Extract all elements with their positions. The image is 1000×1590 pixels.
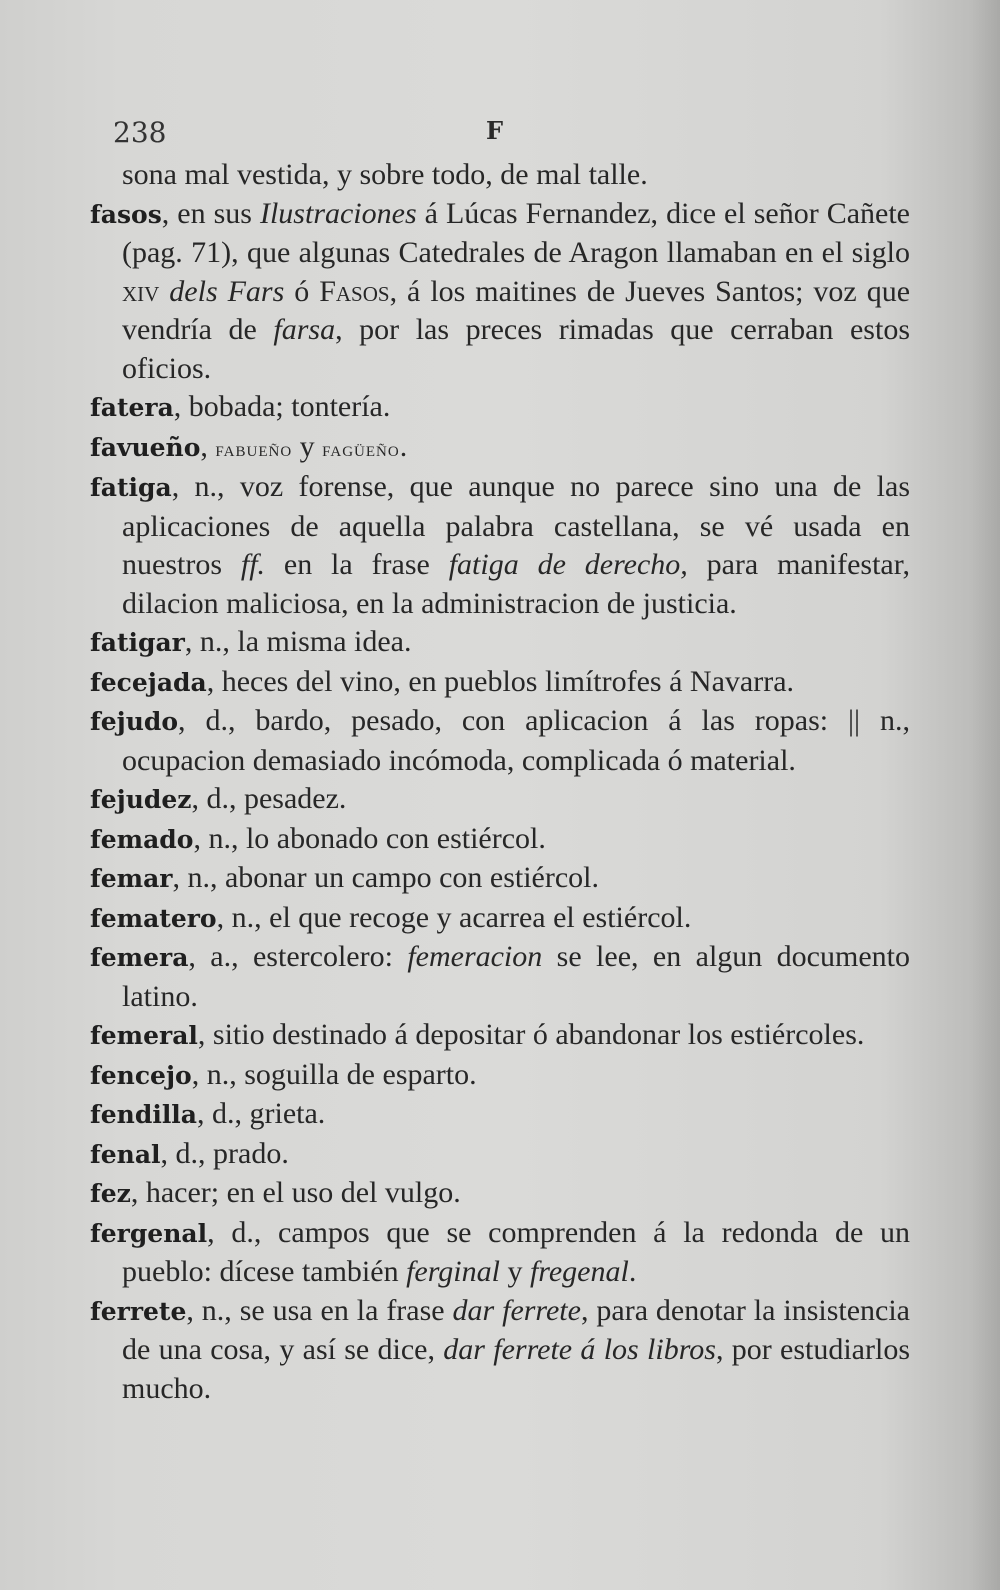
dictionary-text [90,156,910,1408]
entry-femeral [90,1016,910,1056]
entry-fejudo [90,702,910,780]
headword: fez [90,1179,131,1208]
roman-numeral: xiv [122,274,160,308]
entry-fejudez [90,780,910,820]
headword: femera [90,943,189,972]
definition-text: y [499,1255,530,1288]
definition-text: se lee, en algun documento latino. [122,940,910,1013]
definition-text: , sitio destinado á depositar ó abandonar los estiércoles. [197,1018,865,1051]
entry-fergenal [90,1214,910,1292]
definition-text: á Lúcas Fernandez, dice el señor Cañete (pag. 71), que algunas Catedrales de Aragon llamaban en el siglo [122,196,910,269]
entry-fez [90,1174,910,1214]
definition-text: , bobada; tontería. [173,390,391,423]
definition-text: , hacer; en el uso del vulgo. [130,1176,461,1209]
headword: fejudez [90,785,192,814]
definition-text: , [200,429,216,463]
definition-text: , á los maitines de Jueves Santos; voz que vendría de [122,274,911,346]
definition-text: , por las preces rimadas que cerraban estos oficios. [122,313,910,385]
italic-term: ferginal [406,1255,500,1288]
entry-fatigar [90,623,910,663]
headword: femar [90,864,173,893]
entry-ferrete [90,1292,910,1409]
headword: fejudo [90,707,179,736]
entry-fendilla [90,1095,910,1135]
definition-text: , n., soguilla de esparto. [191,1057,477,1091]
italic-phrase: dar ferrete á los libros [443,1333,716,1366]
italic-abbreviation: ff. [240,548,266,581]
definition-text: , para denotar la insistencia de una cosa, y así se dice, [122,1293,910,1366]
cross-reference: fabueño [215,435,293,461]
italic-title: Ilustraciones [259,196,417,230]
headword: fendilla [90,1100,198,1129]
definition-text: , n., se usa en la frase [186,1293,453,1327]
section-letter: F [486,116,504,145]
headword: fatigar [90,628,185,657]
definition-text: en la frase [265,548,449,581]
italic-phrase: dar ferrete [452,1293,581,1327]
italic-phrase: fatiga de derecho, [448,548,688,581]
definition-text: , por estudiarlos mucho. [122,1333,910,1405]
definition-text: , d., grieta. [197,1097,326,1130]
definition-text: . [628,1255,637,1288]
definition-text [159,275,169,308]
definition-text: , n., abonar un campo con estiércol. [172,861,600,894]
headword: femeral [90,1021,198,1050]
entry-femera [90,938,910,1016]
entry-fatiga [90,468,910,623]
page-number: 238 [113,116,167,149]
headword: fematero [90,903,217,933]
headword: fatiga [90,473,172,502]
italic-term: femeracion [407,940,543,973]
headword: fencejo [90,1060,192,1090]
italic-term: fregenal [529,1255,629,1288]
headword: fasos [90,199,162,229]
headword: fergenal [90,1218,208,1248]
headword: fatera [90,393,174,422]
entry-fasos [90,195,910,389]
definition-text: , en sus [161,196,260,230]
headword: favueño [90,432,201,462]
definition-text: , heces del vino, en pueblos limítrofes á Navarra. [206,664,795,698]
definition-text: , d., campos que se comprenden á la redonda de un pueblo: dícese también [122,1215,910,1288]
definition-text: , n., lo abonado con estiércol. [193,821,546,855]
definition-text: ó [284,274,320,308]
running-head [0,116,1000,156]
entry-fenal [90,1135,910,1175]
headword: fecejada [90,667,207,697]
entry-femar [90,859,910,899]
definition-text: , d., pesadez. [191,782,347,815]
headword: fenal [90,1139,161,1169]
definition-text: , d., prado. [160,1136,289,1170]
definition-text: , d., bardo, pesado, con aplicacion á las ropas: || n., ocupacion demasiado incómoda, complicada ó material. [122,704,910,777]
italic-term: dels Fars [169,274,285,308]
entry-fencejo [90,1056,910,1096]
definition-text: . [399,429,408,463]
headword: femado [90,824,194,854]
definition-text: , n., la misma idea. [184,625,412,658]
definition-text: y [292,429,323,463]
definition-text: para manifestar, dilacion maliciosa, en la administracion de justicia. [122,548,911,620]
definition-text: , a., estercolero: [188,940,408,973]
entry-fecejada [90,663,910,703]
entry-fematero [90,899,910,939]
continuation-line: sona mal vestida, y sobre todo, de mal talle. [122,158,648,191]
definition-text: , n., voz forense, que aunque no parece sino una de las aplicaciones de aquella palabra castellana, se vé usada en nuestros [122,470,910,581]
entry-femado [90,820,910,860]
small-caps-term: Fasos [319,274,390,308]
entry-favueno [90,428,910,469]
cross-reference: fagüeño [322,435,400,461]
headword: ferrete [90,1296,187,1326]
italic-term: farsa [273,313,336,346]
definition-text: , n., el que recoge y acarrea el estiércol. [216,900,692,934]
entry-fatera [90,388,910,428]
